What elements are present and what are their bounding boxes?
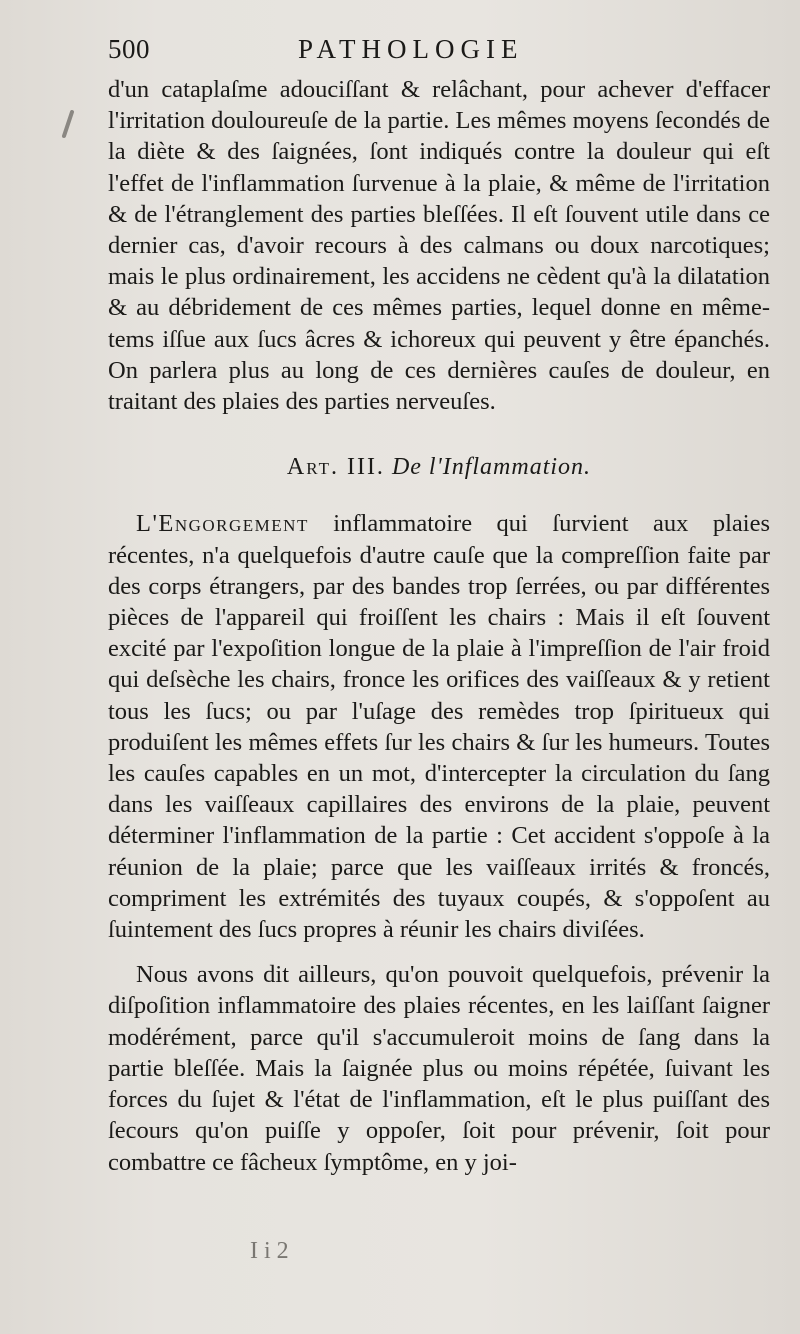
- paragraph-3: Nous avons dit ailleurs, qu'on pouvoit quelquefois, prévenir la diſpoſition inflammatoire des plaies récentes, en les laiſſant ſaigner modérément, parce qu'il s'accumuleroit moins de ſang dans la partie bleſſée. Mais la ſaignée plus ou moins répétée, ſuivant les forces du ſujet & l'état de l'inflammation, eſt le plus puiſſant des ſecours qu'on puiſſe y oppoſer, ſoit pour prévenir, ſoit pour combattre ce fâcheux ſymptôme, en y joi-: [108, 961, 770, 1176]
- paragraph-1: d'un cataplaſme adouciſſant & relâchant, pour achever d'effacer l'irritation douloureuſe de la partie. Les mêmes moyens ſecondés de la diète & des ſaignées, ſont indiqués contre la douleur qui eſt l'effet de l'inflammation ſurvenue à la plaie, & même de l'irritation & de l'étranglement des parties bleſſées. Il eſt ſouvent utile dans ce dernier cas, d'avoir recours à des calmans ou doux narcotiques; mais le plus ordinairement, les accidens ne cèdent qu'à la dilatation & au débridement de ces mêmes parties, lequel donne en même-tems iſſue aux ſucs âcres & ichoreux qui peuvent y être épanchés. On parlera plus au long de ces dernières cauſes de douleur, en traitant des plaies des parties nerveuſes.: [108, 76, 770, 416]
- running-head: PATHOLOGIE: [298, 34, 524, 64]
- article-number: Art. III.: [286, 454, 385, 481]
- signature-mark: I i 2: [250, 1238, 289, 1264]
- article-title: De l'Inflammation.: [391, 454, 592, 481]
- paragraph-2-lead: L'Engorgement: [136, 510, 309, 538]
- section-heading: [108, 452, 770, 483]
- page-header: [108, 34, 768, 74]
- page-number: 500: [108, 34, 150, 64]
- page-body: [108, 74, 770, 1178]
- paragraph-2: [108, 508, 770, 945]
- paragraph-2-text: inflammatoire qui ſurvient aux plaies récentes, n'a quelquefois d'autre cauſe que la compreſſion faite par des corps étrangers, par des bandes trop ſerrées, ou par différentes pièces de l'appareil qui froiſſent les chairs : Mais il eſt ſouvent excité par l'expoſition longue de la plaie à l'impreſſion de l'air froid qui deſsèche les chairs, fronce les orifices des vaiſſeaux & y retient tous les ſucs; ou par l'uſage des remèdes trop ſpiritueux qui produiſent les mêmes effets ſur les chairs & ſur les humeurs. Toutes les cauſes capables en un mot, d'intercepter la circulation du ſang dans les vaiſſeaux capillaires des environs de la plaie, peuvent déterminer l'inflammation de la partie : Cet accident s'oppoſe à la réunion de la plaie; parce que les vaiſſeaux irrités & froncés, compriment les extrémités des tuyaux coupés, & s'oppoſent au ſuintement des ſucs propres à réunir les chairs diviſées.: [108, 510, 770, 944]
- pencil-mark-icon: [58, 110, 78, 140]
